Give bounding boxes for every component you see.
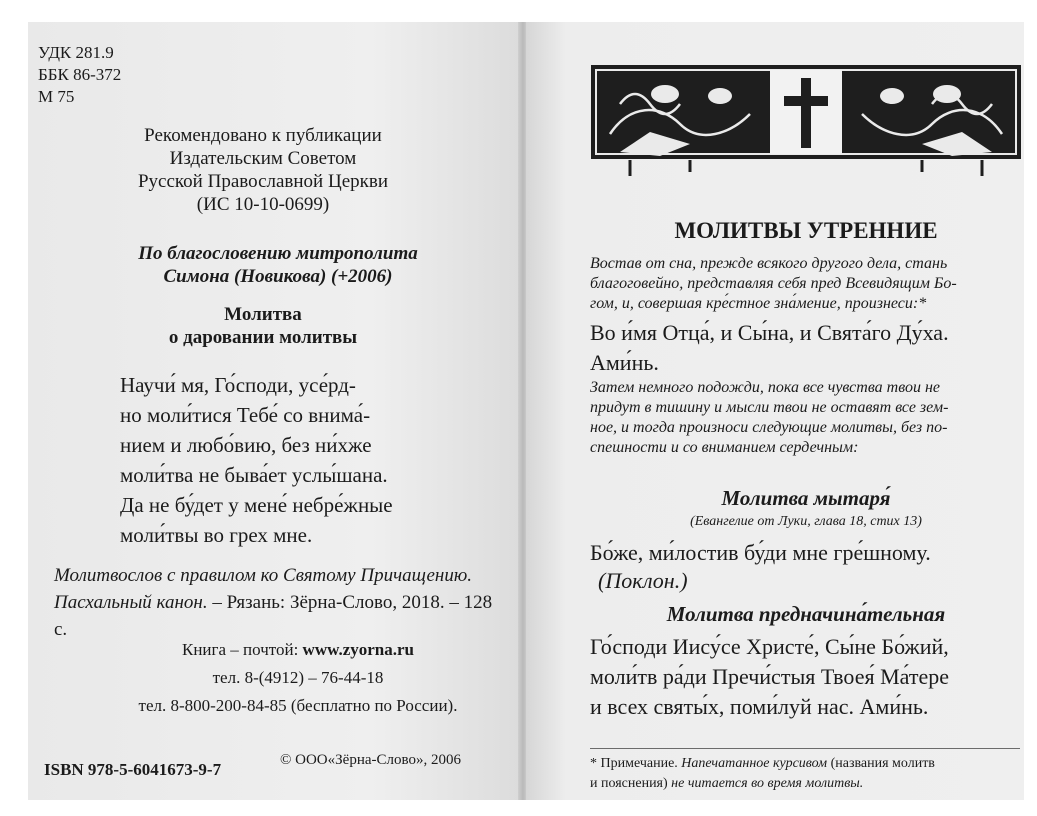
- footnote-line: [590, 774, 863, 794]
- prayer-line: моли́тва не быва́ет услы́шана.: [120, 463, 388, 487]
- instruction-line: гом, и, совершая кре́стное зна́мение, произнеси:*: [590, 295, 927, 312]
- instruction-line: Востав от сна, прежде всякого другого дела, стань: [590, 255, 948, 272]
- catalog-author-mark: М 75: [38, 87, 75, 106]
- footnote-line: [590, 754, 935, 774]
- opening-prayer-line: и всех святы́х, поми́луй нас. Ами́нь.: [590, 694, 929, 719]
- ornamental-headpiece: [590, 64, 1022, 184]
- invocation-line: Во и́мя Отца́, и Сы́на, и Свята́го Ду́ха.: [590, 320, 949, 345]
- instruction-line: ное, и тогда произноси следующие молитвы, без по-: [590, 419, 948, 436]
- catalog-bbk: ББК 86-372: [38, 65, 122, 84]
- bibliographic-title: Молитвослов с правилом ко Святому Причащению. Пасхальный канон.: [54, 565, 472, 613]
- prayer-line: Научи́ мя, Го́споди, усе́рд-: [120, 373, 356, 397]
- publican-prayer-text: Бо́же, ми́лостив бу́ди мне гре́шному.: [590, 540, 931, 565]
- recommendation-line: Русской Православной Церкви: [137, 171, 388, 192]
- recommendation-line: Рекомендовано к публикации: [144, 125, 382, 146]
- recommendation-line: Издательским Советом: [169, 148, 357, 169]
- bibliographic-imprint: – Рязань: Зёрна-Слово, 2018. – 128 с.: [54, 592, 493, 640]
- opening-prayer-title: Молитва предначина́тельная: [666, 602, 946, 626]
- phone-line: тел. 8-(4912) – 76-44-18: [212, 668, 384, 687]
- footnote-divider: [590, 748, 1020, 749]
- publican-prayer-source: (Евангелие от Луки, глава 18, стих 13): [690, 514, 922, 529]
- instruction-line: спешности и со вниманием сердечным:: [590, 439, 859, 456]
- catalog-udk: УДК 281.9: [38, 43, 114, 62]
- section-title: МОЛИТВЫ УТРЕННИЕ: [674, 218, 938, 243]
- publican-prayer-title: Молитва мытаря́: [721, 486, 891, 510]
- opening-prayer-line: Го́споди Иису́се Христе́, Сы́не Бо́жий,: [590, 634, 949, 659]
- footnote-text: (названия молитв: [827, 756, 935, 771]
- invocation-line: Ами́нь.: [590, 350, 659, 375]
- recommendation-line: (ИС 10-10-0699): [196, 194, 330, 215]
- mail-order-line: [78, 636, 518, 664]
- footnote-italic: Напечатанное курсивом: [681, 756, 828, 771]
- prayer-line: Да не бу́дет у мене́ небре́жные: [120, 493, 393, 517]
- instruction-line: Затем немного подожди, пока все чувства твои не: [590, 379, 940, 396]
- mail-order-label: Книга – почтой:: [182, 640, 303, 659]
- prayer-title: Молитва: [224, 304, 302, 325]
- opening-prayer-line: моли́тв ра́ди Пречи́стыя Твоея́ Ма́тере: [590, 664, 949, 689]
- instruction-line: придут в тишину и мысли твои не оставят все зем-: [590, 399, 949, 416]
- footnote-text: и пояснения): [590, 776, 668, 791]
- bow-instruction: (Поклон.): [598, 568, 688, 593]
- footnote-label: * Примечание.: [590, 756, 682, 771]
- blessing-line: Симона (Новикова) (+2006): [163, 266, 393, 287]
- instruction-line: благоговейно, представляя себя пред Всевидящим Бо-: [590, 275, 957, 292]
- right-page: [526, 22, 1024, 800]
- left-page: [28, 22, 520, 800]
- website-link: www.zyorna.ru: [302, 640, 414, 659]
- prayer-line: моли́твы во грех мне.: [120, 523, 313, 547]
- prayer-line: но моли́тися Тебе́ со внима́-: [120, 403, 371, 427]
- isbn: ISBN 978-5-6041673-9-7: [44, 760, 222, 779]
- phone-free-line: тел. 8-800-200-84-85 (бесплатно по России).: [138, 696, 458, 715]
- bibliographic-record: [54, 562, 504, 643]
- prayer-title: о даровании молитвы: [168, 327, 358, 348]
- footnote-italic: не читается во время молитвы.: [667, 776, 864, 791]
- blessing-line: По благословению митрополита: [138, 243, 418, 264]
- copyright: © ООО«Зёрна-Слово», 2006: [280, 752, 461, 768]
- prayer-line: нием и любо́вию, без ни́хже: [120, 433, 372, 457]
